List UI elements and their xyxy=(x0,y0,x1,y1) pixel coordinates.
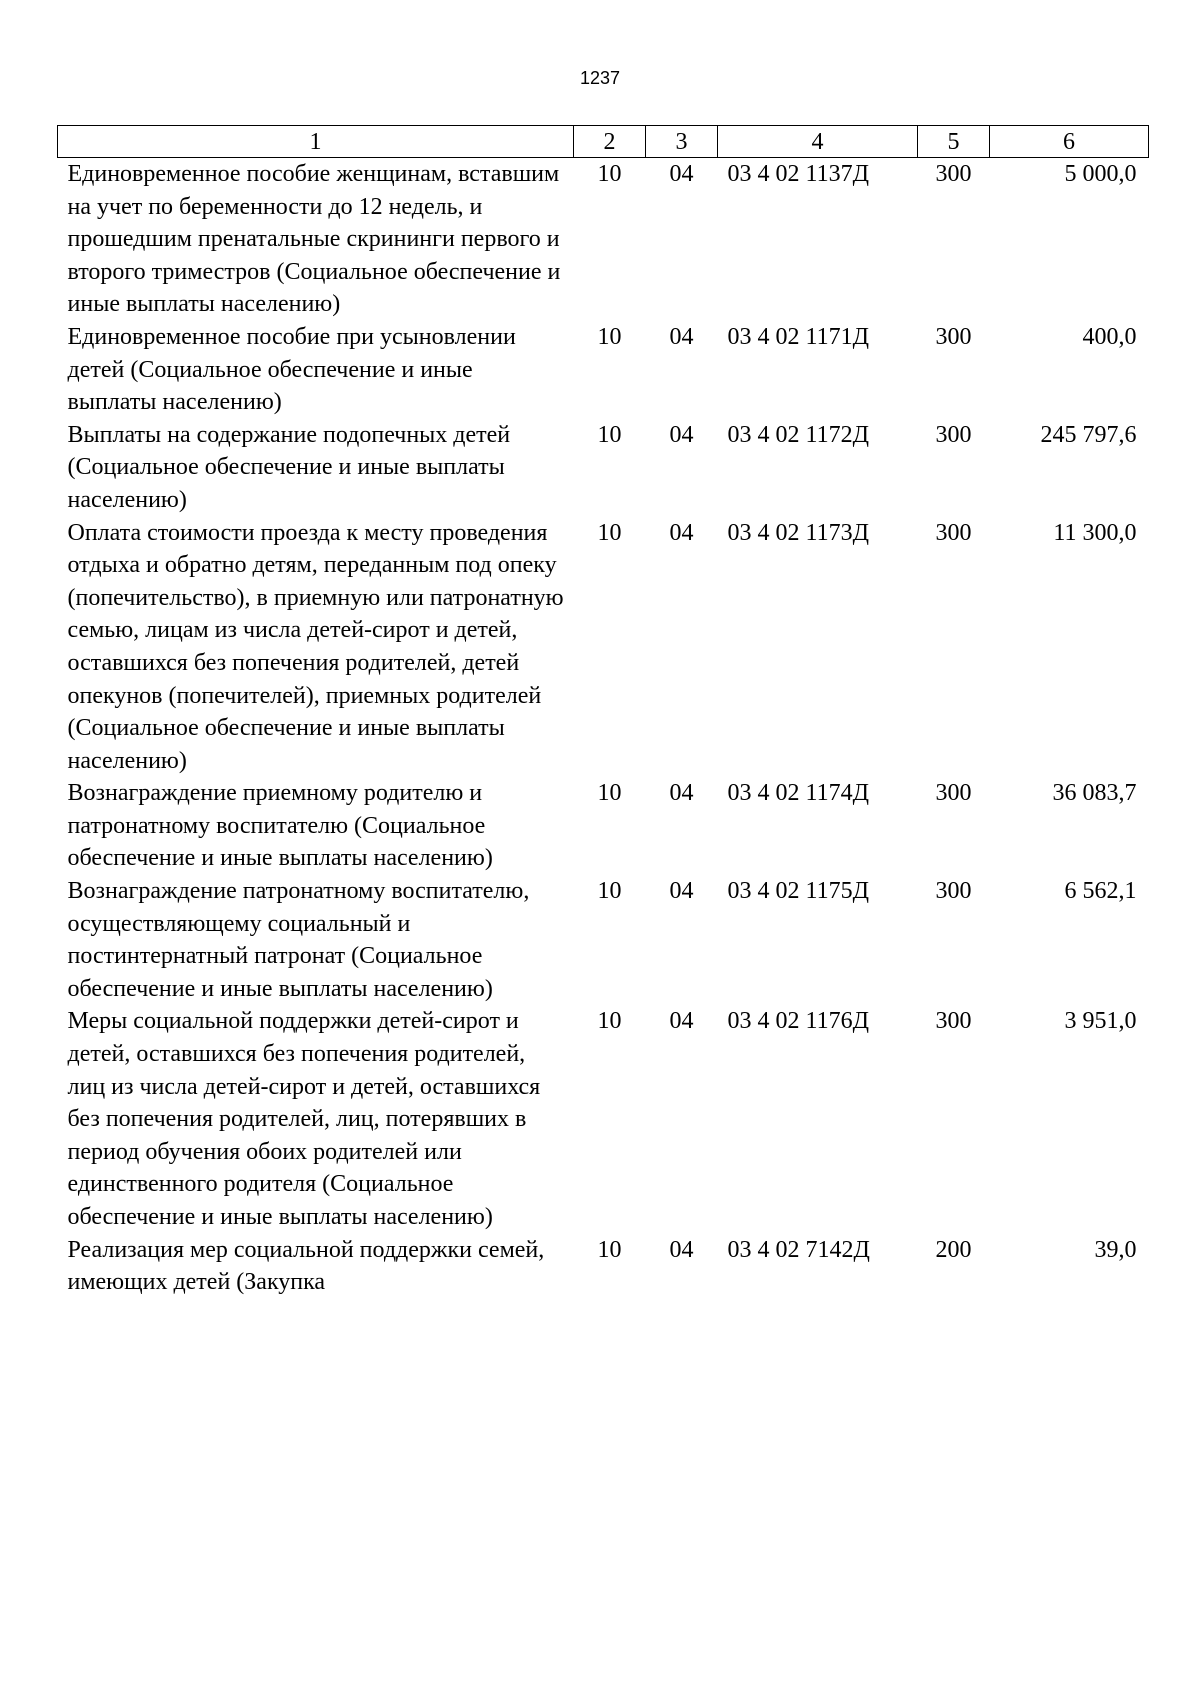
row-target-article: 03 4 02 1174Д xyxy=(727,780,869,807)
column-header: 1 xyxy=(58,126,574,158)
row-target-article: 03 4 02 7142Д xyxy=(727,1236,870,1263)
row-target-article: 03 4 02 1171Д xyxy=(727,323,869,350)
row-target-article: 03 4 02 1137Д xyxy=(727,161,869,187)
column-header: 2 xyxy=(574,126,646,158)
row-section: 10 xyxy=(597,780,622,807)
row-description: Вознаграждение приемному родителю и патронатному воспитателю (Социальное обеспечение и иные выплаты населению) xyxy=(67,780,493,872)
row-subsection: 04 xyxy=(669,519,694,546)
row-subsection: 04 xyxy=(669,1008,694,1035)
row-amount: 5 000,0 xyxy=(1064,161,1137,187)
row-description: Реализация мер социальной поддержки семей, имеющих детей (Закупка xyxy=(67,1236,545,1296)
row-expense-type: 300 xyxy=(935,1008,972,1035)
row-amount: 6 562,1 xyxy=(1064,878,1137,905)
row-expense-type: 300 xyxy=(935,519,972,546)
row-target-article: 03 4 02 1175Д xyxy=(727,878,869,905)
row-amount: 400,0 xyxy=(1082,323,1137,350)
row-description: Оплата стоимости проезда к месту проведения отдыха и обратно детям, переданным под опеку (попечительство), в приемную или патронатную семью, лицам из числа детей-сирот и детей, оставшихся без попечения родителей, детей опекунов (попечителей), приемных родителей (Социальное обеспечение и иные выплаты населению) xyxy=(67,519,564,774)
row-section: 10 xyxy=(597,323,622,350)
row-subsection: 04 xyxy=(669,161,694,187)
row-section: 10 xyxy=(597,1008,622,1035)
row-expense-type: 300 xyxy=(935,323,972,350)
page-number: 1237 xyxy=(579,68,621,88)
row-amount: 3 951,0 xyxy=(1064,1008,1137,1035)
row-expense-type: 300 xyxy=(935,780,972,807)
row-subsection: 04 xyxy=(669,878,694,905)
column-header: 3 xyxy=(646,126,718,158)
table-header-row xyxy=(58,126,1149,158)
row-section: 10 xyxy=(597,1236,622,1263)
table-row xyxy=(58,875,1149,1005)
table-row xyxy=(58,777,1149,875)
table-row xyxy=(58,321,1149,419)
row-expense-type: 300 xyxy=(935,161,972,187)
row-section: 10 xyxy=(597,161,622,187)
row-amount: 11 300,0 xyxy=(1053,519,1137,546)
row-expense-type: 200 xyxy=(935,1236,972,1263)
row-expense-type: 300 xyxy=(935,421,972,448)
row-subsection: 04 xyxy=(669,421,694,448)
row-description: Единовременное пособие при усыновлении детей (Социальное обеспечение и иные выплаты населению) xyxy=(67,323,516,416)
table-row xyxy=(58,1234,1149,1299)
column-header: 5 xyxy=(918,126,990,158)
table-row xyxy=(58,517,1149,778)
table-row xyxy=(58,158,1149,321)
row-description: Вознаграждение патронатному воспитателю, осуществляющему социальный и постинтернатный патронат (Социальное обеспечение и иные выплаты населению) xyxy=(67,878,530,1002)
row-amount: 245 797,6 xyxy=(1040,421,1137,448)
row-section: 10 xyxy=(597,519,622,546)
budget-table xyxy=(57,125,1149,1299)
row-amount: 39,0 xyxy=(1094,1236,1137,1263)
table-row xyxy=(58,1005,1149,1233)
row-expense-type: 300 xyxy=(935,878,972,905)
row-subsection: 04 xyxy=(669,1236,694,1263)
row-description: Выплаты на содержание подопечных детей (Социальное обеспечение и иные выплаты населению) xyxy=(67,421,511,513)
row-description: Единовременное пособие женщинам, вставшим на учет по беременности до 12 недель, и прошедшим пренатальные скрининги первого и второго триместров (Социальное обеспечение и иные выплаты населению) xyxy=(67,161,561,318)
row-section: 10 xyxy=(597,878,622,905)
row-section: 10 xyxy=(597,421,622,448)
column-header: 4 xyxy=(718,126,918,158)
row-target-article: 03 4 02 1173Д xyxy=(727,519,869,546)
row-amount: 36 083,7 xyxy=(1052,780,1137,807)
row-target-article: 03 4 02 1176Д xyxy=(727,1008,869,1035)
row-subsection: 04 xyxy=(669,780,694,807)
row-description: Меры социальной поддержки детей-сирот и детей, оставшихся без попечения родителей, лиц из числа детей-сирот и детей, оставшихся без попечения родителей, лиц, потерявших в период обучения обоих родителей или единственного родителя (Социальное обеспечение и иные выплаты населению) xyxy=(67,1008,541,1230)
row-subsection: 04 xyxy=(669,323,694,350)
row-target-article: 03 4 02 1172Д xyxy=(727,421,869,448)
table-row xyxy=(58,419,1149,517)
column-header: 6 xyxy=(990,126,1149,158)
